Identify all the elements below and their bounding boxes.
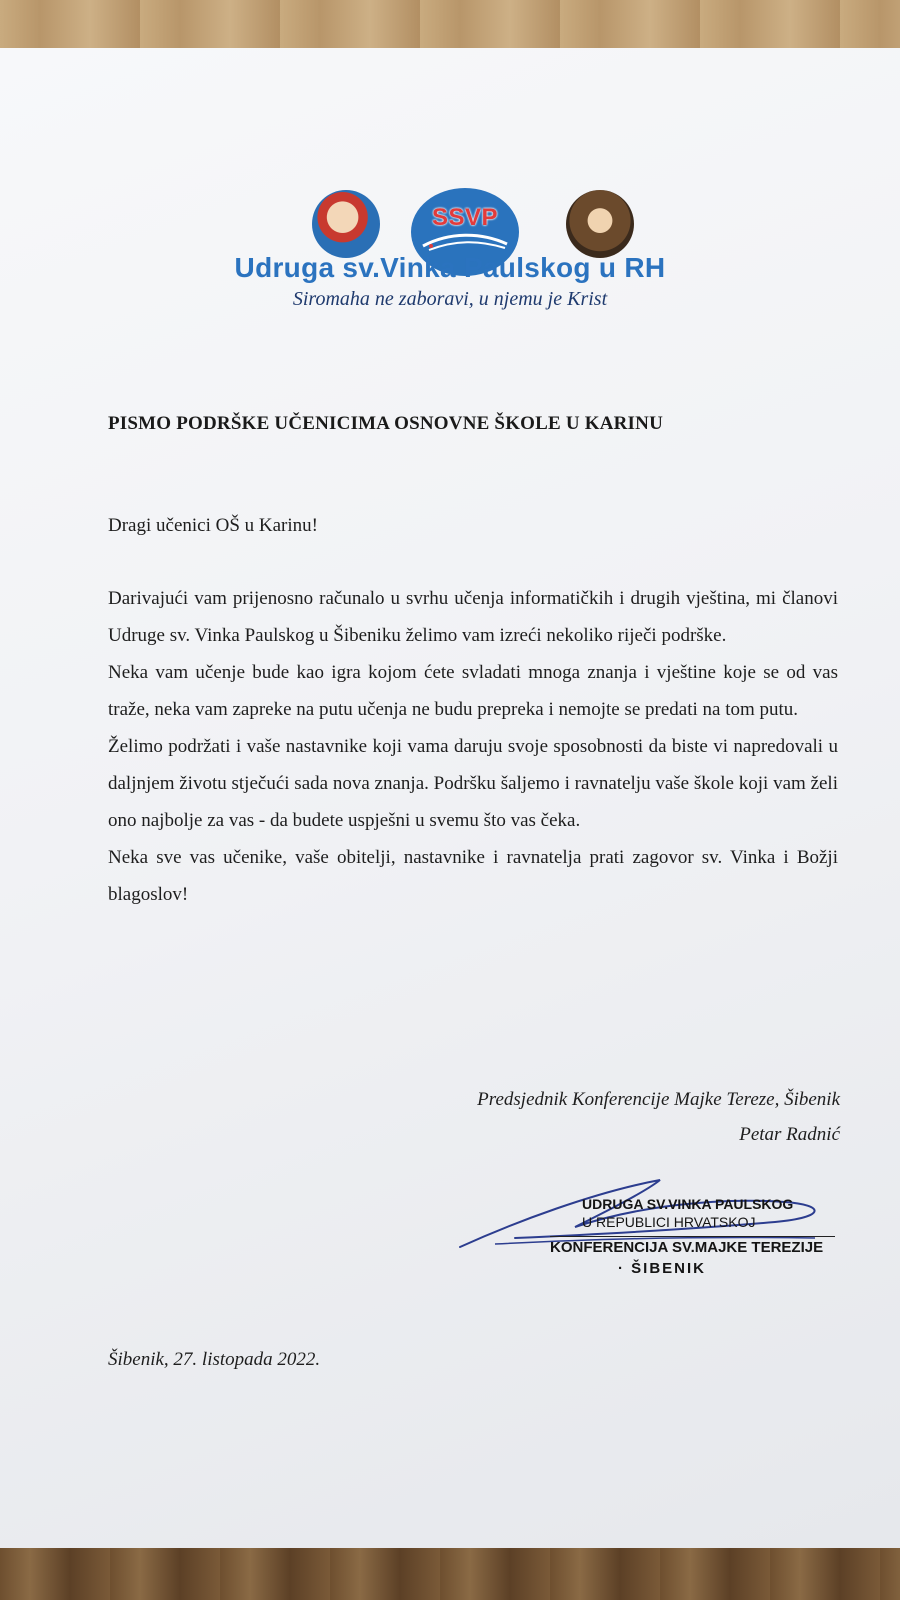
paragraph: Darivajući vam prijenosno računalo u svrhu učenja informatičkih i drugih vještina, mi članovi Udruge sv. Vinka Paulskog u Šibeniku želimo vam izreći nekoliko riječi podrške. xyxy=(108,588,838,646)
stamp-line: KONFERENCIJA SV.MAJKE TEREZIJE xyxy=(550,1236,835,1256)
official-stamp xyxy=(550,1196,850,1277)
organization-motto: Siromaha ne zaboravi, u njemu je Krist xyxy=(292,288,608,310)
letter-date: Šibenik, 27. listopada 2022. xyxy=(108,1349,321,1370)
letter-title: PISMO PODRŠKE UČENICIMA OSNOVNE ŠKOLE U KARINU xyxy=(108,413,663,434)
stamp-line: UDRUGA SV.VINKA PAULSKOG xyxy=(582,1196,794,1212)
wooden-table-bottom xyxy=(0,1545,900,1600)
letter-greeting: Dragi učenici OŠ u Karinu! xyxy=(108,515,318,536)
paragraph: Želimo podržati i vaše nastavnike koji vama daruju svoje sposobnosti da biste vi napredovali u daljnjem životu stječući sada nova znanja. Podršku šaljemo i ravnatelju vaše škole koji vam želi ono najbolje za vas - da budete uspješni u svemu što vas čeka. xyxy=(108,736,838,831)
signatory-name: Petar Radnić xyxy=(739,1124,840,1145)
wooden-table-top xyxy=(0,0,900,50)
ssvp-logo-text: SSVP xyxy=(431,204,499,231)
signatory-role: Predsjednik Konferencije Majke Tereze, Šibenik xyxy=(477,1089,840,1110)
fish-swoosh-icon xyxy=(419,232,511,254)
paragraph: Neka vam učenje bude kao igra kojom ćete svladati mnoga znanja i vještine koje se od vas traže, neka vam zapreke na putu učenja ne budu prepreka i nemojte se predati na tom putu. xyxy=(108,662,838,720)
paragraph: Neka sve vas učenike, vaše obitelji, nastavnike i ravnatelja prati zagovor sv. Vinka i Božji blagoslov! xyxy=(108,847,838,905)
letter-body xyxy=(108,580,838,913)
stamp-line: U REPUBLICI HRVATSKOJ xyxy=(582,1214,756,1230)
saint-portrait-left-icon xyxy=(312,190,380,258)
founder-portrait-right-icon xyxy=(566,190,634,258)
organization-name: Udruga sv.Vinka Paulskog u RH xyxy=(234,252,666,283)
stamp-line: · ŠIBENIK xyxy=(618,1260,707,1277)
